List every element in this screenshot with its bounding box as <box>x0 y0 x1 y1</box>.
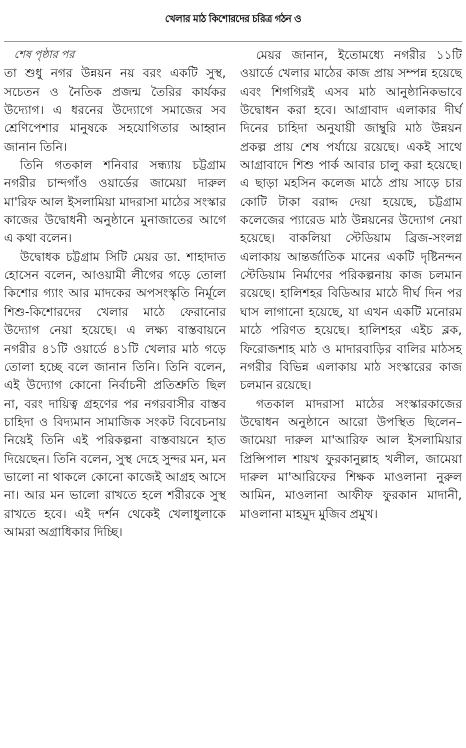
headline: খেলার মাঠ কিশোরদের চরিত্র গঠন ও <box>165 13 301 25</box>
article-column-right <box>240 46 462 523</box>
paragraph: মেয়র জানান, ইতোমধ্যে নগরীর ১১টি ওয়ার্ডে খেলার মাঠের কাজ প্রায় সম্পন্ন হয়েছে এবং শিগগিরই এসব মাঠ আনুষ্ঠানিকভাবে উদ্বোধন করা হবে। আগ্রাবাদ এলাকার দীর্ঘ দিনের চাহিদা অনুযায়ী জাম্বুরি মাঠ উন্নয়ন প্রকল্প প্রায় শেষ পর্যায়ে রয়েছে। একই সাথে আগ্রাবাদে শিশু পার্ক আবার চালু করা হয়েছে। এ ছাড়া মহসিন কলেজ মাঠে প্রায় সাড়ে চার কোটি টাকা বরাদ্দ দেয়া হয়েছে, চট্টগ্রাম কলেজের প্যারেড মাঠ উন্নয়নের উদ্যোগ নেয়া হয়েছে। বাকলিয়া স্টেডিয়াম ব্রিজ-সংলগ্ন এলাকায় আন্তর্জাতিক মানের একটি দৃষ্টিনন্দন স্টেডিয়াম নির্মাণের পরিকল্পনায় কাজ চলমান রয়েছে। হালিশহর বিডিআর মাঠে দীর্ঘ দিন পর ঘাস লাগানো হয়েছে, যা এখন একটি মনোরম মাঠে পরিণত হয়েছে। হালিশহর এইচ ব্লক, ফিরোজশাহ মাঠ ও মাদারবাড়ির বালির মাঠসহ নগরীর বিভিন্ন এলাকায় মাঠ সংস্কারের কাজ চলমান রয়েছে। <box>240 48 462 393</box>
paragraph: তা শুধু নগর উন্নয়ন নয় বরং একটি সুস্থ, সচেতন ও নৈতিক প্রজন্ম তৈরির কার্যকর উদ্যোগ। এ ধরনের উদ্যোগে সমাজের সব শ্রেণিপেশার মানুষকে সহযোগিতার আহ্বান জানান তিনি। <box>4 66 226 154</box>
paragraph: উদ্বোধক চট্টগ্রাম সিটি মেয়র ডা. শাহাদাত হোসেন বলেন, আওয়ামী লীগের গড়ে তোলা কিশোর গ্যাং আর মাদকের অপসংস্কৃতি নির্মূলে শিশু-কিশোরদের খেলার মাঠে ফেরানোর উদ্যোগ নেয়া হয়েছে। এ লক্ষ্য বাস্তবায়নে নগরীর ৪১টি ওয়ার্ডে ৪১টি খেলার মাঠ গড়ে তোলা হচ্ছে বলে জানান তিনি। তিনি বলেন, এই উদ্যোগ কোনো নির্বাচনী প্রতিশ্রুতি ছিল না, বরং দায়িত্ব গ্রহণের পর নগরবাসীর বাস্তব চাহিদা ও বিদ্যমান সামাজিক সংকট বিবেচনায় নিয়েই তিনি এই পরিকল্পনা বাস্তবায়নে হাত দিয়েছেন। তিনি বলেন, সুস্থ দেহে সুন্দর মন, মন ভালো না থাকলে কোনো কাজেই আগ্রহ আসে না। আর মন ভালো রাখতে হলে শরীরকে সুস্থ রাখতে হবে। এই দর্শন থেকেই খেলাধুলাকে আমরা অগ্রাধিকার দিচ্ছি। <box>4 249 226 539</box>
article-column-left <box>4 46 226 541</box>
paragraph: তিনি গতকাল শনিবার সন্ধ্যায় চট্টগ্রাম নগরীর চান্দগাঁও ওয়ার্ডের জামেয়া দারুল মা'রিফ আল ইসলামিয়া মাদরাসা মাঠের সংস্কার কাজের উদ্বোধনী অনুষ্ঠানে মুনাজাতের আগে এ কথা বলেন। <box>4 158 226 246</box>
paragraph: গতকাল মাদরাসা মাঠের সংস্কারকাজের উদ্বোধন অনুষ্ঠানে আরো উপস্থিত ছিলেন– জামেয়া দারুল মা'আরিফ আল ইসলামিয়ার প্রিন্সিপাল শায়খ ফুরকানুল্লাহ খলীল, জামেয়া দারুল মা'আরিফের শিক্ষক মাওলানা নুরুল আমিন, মাওলানা আফীফ ফুরকান মাদানী, মাওলানা মাহমুদ মুজিব প্রমুখ। <box>240 396 462 521</box>
headline-divider <box>4 41 462 42</box>
continuation-kicker: শেষ পৃষ্ঠার পর <box>14 48 75 61</box>
